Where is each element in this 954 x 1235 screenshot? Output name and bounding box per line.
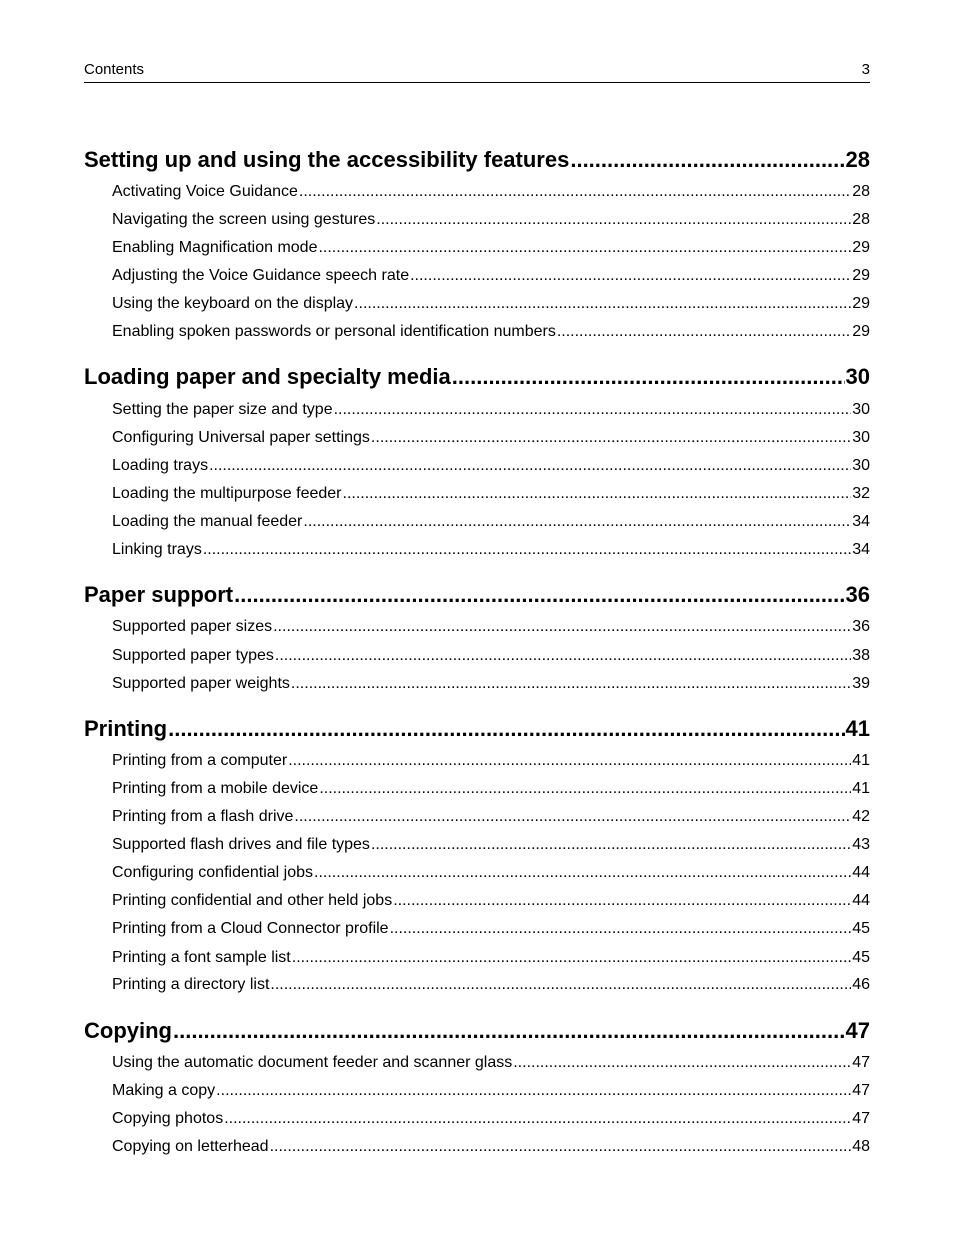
toc-section-entry[interactable] [112, 835, 870, 855]
page-header [84, 61, 870, 83]
dot-leader [371, 428, 851, 448]
dot-leader [275, 646, 851, 666]
dot-leader [371, 835, 851, 855]
dot-leader [319, 779, 851, 799]
section-page-number: 48 [852, 1138, 870, 1155]
section-page-number: 41 [852, 752, 870, 769]
dot-leader [557, 322, 851, 342]
dot-leader [203, 540, 851, 560]
dot-leader [570, 147, 844, 173]
toc-section-entry[interactable] [112, 919, 870, 939]
dot-leader [168, 716, 844, 742]
dot-leader [354, 294, 851, 314]
section-title: Navigating the screen using gestures [112, 211, 376, 228]
section-page-number: 34 [852, 541, 870, 558]
dot-leader [452, 364, 845, 390]
section-page-number: 44 [852, 892, 870, 909]
section-title: Using the automatic document feeder and scanner glass [112, 1054, 513, 1071]
section-title: Configuring confidential jobs [112, 864, 314, 881]
section-page-number: 41 [852, 780, 870, 797]
dot-leader [294, 807, 851, 827]
toc-section-entry[interactable] [112, 751, 870, 771]
toc-chapter-entry[interactable] [84, 582, 870, 608]
section-title: Loading trays [112, 457, 209, 474]
toc-section-entry[interactable] [112, 975, 870, 995]
toc-chapter-entry[interactable] [84, 716, 870, 742]
toc-section-entry[interactable] [112, 266, 870, 286]
section-page-number: 29 [852, 239, 870, 256]
dot-leader [234, 582, 844, 608]
dot-leader [318, 238, 851, 258]
dot-leader [216, 1081, 851, 1101]
section-page-number: 30 [852, 401, 870, 418]
section-page-number: 47 [852, 1054, 870, 1071]
chapter-title: Printing [84, 716, 168, 741]
chapter-page-number: 30 [845, 364, 870, 389]
section-page-number: 28 [852, 211, 870, 228]
toc-section-entry[interactable] [112, 428, 870, 448]
section-title: Linking trays [112, 541, 202, 558]
section-title: Printing a font sample list [112, 949, 291, 966]
section-page-number: 28 [852, 183, 870, 200]
dot-leader [209, 456, 851, 476]
dot-leader [292, 948, 851, 968]
section-title: Printing from a computer [112, 752, 288, 769]
section-title: Making a copy [112, 1082, 216, 1099]
section-title: Supported paper weights [112, 675, 290, 692]
dot-leader [173, 1018, 845, 1044]
section-title: Loading the manual feeder [112, 513, 303, 530]
section-page-number: 29 [852, 323, 870, 340]
chapter-page-number: 36 [845, 582, 870, 607]
chapter-page-number: 41 [845, 716, 870, 741]
dot-leader [343, 484, 852, 504]
section-page-number: 29 [852, 267, 870, 284]
chapter-page-number: 28 [845, 147, 870, 172]
section-title: Enabling Magnification mode [112, 239, 318, 256]
section-page-number: 44 [852, 864, 870, 881]
toc-chapter-entry[interactable] [84, 364, 870, 390]
chapter-title: Paper support [84, 582, 234, 607]
toc-section-entry[interactable] [112, 863, 870, 883]
toc-section-entry[interactable] [112, 456, 870, 476]
section-page-number: 30 [852, 457, 870, 474]
dot-leader [224, 1109, 851, 1129]
section-title: Loading the multipurpose feeder [112, 485, 342, 502]
dot-leader [334, 400, 852, 420]
dot-leader [291, 674, 851, 694]
dot-leader [393, 891, 851, 911]
section-page-number: 29 [852, 295, 870, 312]
section-page-number: 45 [852, 949, 870, 966]
dot-leader [314, 863, 851, 883]
toc-section-entry[interactable] [112, 322, 870, 342]
section-page-number: 32 [852, 485, 870, 502]
toc-section-entry[interactable] [112, 1109, 870, 1129]
section-title: Adjusting the Voice Guidance speech rate [112, 267, 410, 284]
dot-leader [288, 751, 851, 771]
section-title: Configuring Universal paper settings [112, 429, 370, 446]
toc-section-entry[interactable] [112, 400, 870, 420]
toc-section-entry[interactable] [112, 182, 870, 202]
section-page-number: 46 [852, 976, 870, 993]
dot-leader [390, 919, 852, 939]
dot-leader [410, 266, 851, 286]
section-title: Setting the paper size and type [112, 401, 333, 418]
section-page-number: 47 [852, 1082, 870, 1099]
section-page-number: 38 [852, 647, 870, 664]
section-page-number: 39 [852, 675, 870, 692]
section-title: Printing confidential and other held jobs [112, 892, 393, 909]
section-title: Using the keyboard on the display [112, 295, 354, 312]
section-title: Supported flash drives and file types [112, 836, 370, 853]
dot-leader [513, 1053, 851, 1073]
chapter-title: Loading paper and specialty media [84, 364, 451, 389]
toc-section-entry[interactable] [112, 512, 870, 532]
section-title: Printing from a flash drive [112, 808, 294, 825]
chapter-page-number: 47 [845, 1018, 870, 1043]
toc-section-entry[interactable] [112, 484, 870, 504]
dot-leader [299, 182, 851, 202]
dot-leader [376, 210, 851, 230]
section-title: Printing a directory list [112, 976, 270, 993]
toc-section-entry[interactable] [112, 540, 870, 560]
section-title: Enabling spoken passwords or personal identification numbers [112, 323, 556, 340]
toc-section-entry[interactable] [112, 1081, 870, 1101]
section-title: Activating Voice Guidance [112, 183, 298, 200]
chapter-title: Setting up and using the accessibility features [84, 147, 570, 172]
section-page-number: 47 [852, 1110, 870, 1127]
dot-leader [273, 617, 851, 637]
section-page-number: 34 [852, 513, 870, 530]
toc-section-entry[interactable] [112, 807, 870, 827]
toc-section-entry[interactable] [112, 779, 870, 799]
section-title: Supported paper types [112, 647, 274, 664]
header-page-number: 3 [861, 61, 870, 78]
section-page-number: 30 [852, 429, 870, 446]
section-page-number: 43 [852, 836, 870, 853]
toc-section-entry[interactable] [112, 1053, 870, 1073]
header-section-label: Contents [84, 61, 145, 78]
toc-section-entry[interactable] [112, 1137, 870, 1157]
dot-leader [270, 1137, 852, 1157]
toc-section-entry[interactable] [112, 294, 870, 314]
toc-chapter-entry[interactable] [84, 147, 870, 173]
section-title: Copying photos [112, 1110, 224, 1127]
dot-leader [303, 512, 851, 532]
chapter-title: Copying [84, 1018, 172, 1043]
toc-section-entry[interactable] [112, 948, 870, 968]
toc-chapter-entry[interactable] [84, 1018, 870, 1044]
toc-section-entry[interactable] [112, 617, 870, 637]
dot-leader [270, 975, 851, 995]
toc-section-entry[interactable] [112, 210, 870, 230]
section-page-number: 45 [852, 920, 870, 937]
toc-section-entry[interactable] [112, 646, 870, 666]
toc-section-entry[interactable] [112, 674, 870, 694]
section-title: Supported paper sizes [112, 618, 273, 635]
toc-section-entry[interactable] [112, 238, 870, 258]
section-title: Copying on letterhead [112, 1138, 269, 1155]
section-title: Printing from a Cloud Connector profile [112, 920, 389, 937]
toc-section-entry[interactable] [112, 891, 870, 911]
section-page-number: 36 [852, 618, 870, 635]
section-title: Printing from a mobile device [112, 780, 319, 797]
section-page-number: 42 [852, 808, 870, 825]
